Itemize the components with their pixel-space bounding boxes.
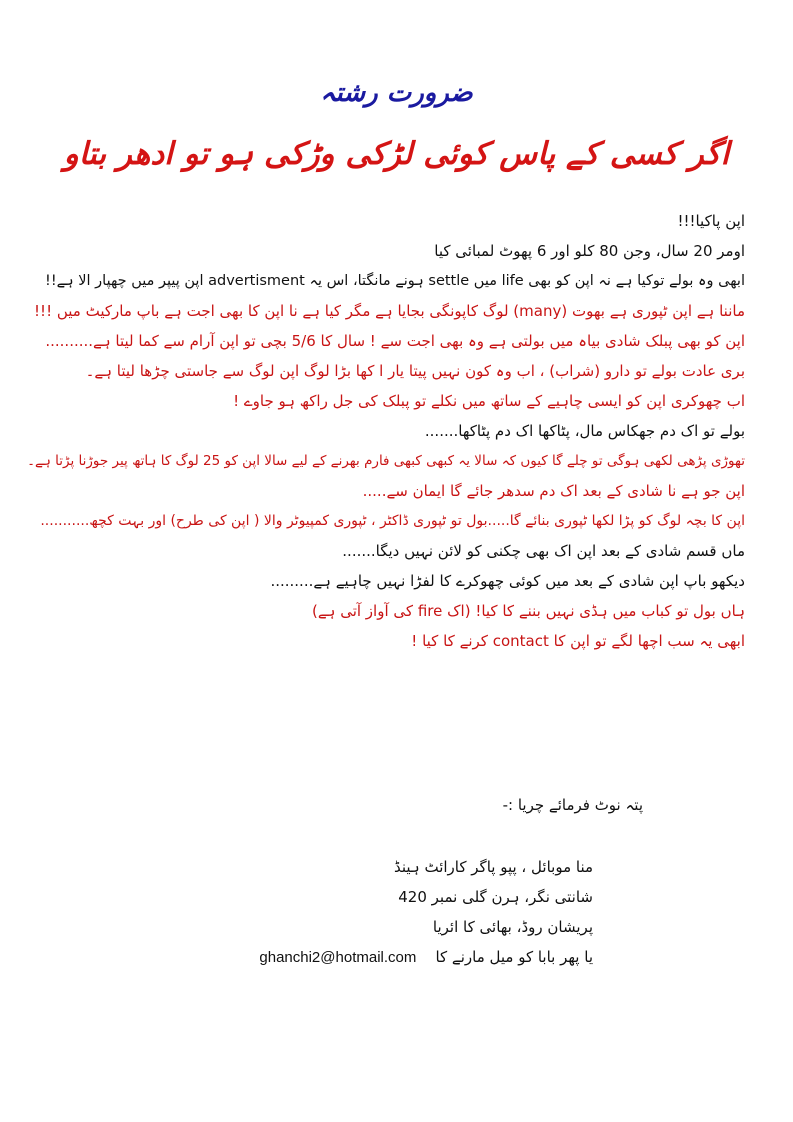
ad-line: بری عادت بولے تو دارو (شراب) ، اب وہ کون نہیں پیتا یار ا کھا بڑا لوگ اپن لوگ سے جاستی چڑھا لیتا ہے۔ [85,362,745,380]
headline: اگر کسی کے پاس کوئی لڑکی وڑکی ہو تو ادھر بتاو [63,136,730,172]
email-prefix: یا پھر بابا کو میل مارنے کا [435,948,593,966]
email-line [43,942,593,972]
ad-line: ابھی یہ سب اچھا لگے تو اپن کا contact کرنے کا کیا ! [411,632,745,650]
ad-line: ماننا ہے اپن ٹپوری ہے بھوت (many) لوگ کاپونگی بجایا ہے مگر کیا ہے نا اپن کا بھی اجت ہے باپ مارکیٹ میں !!! [34,302,745,320]
contact-line: منا موبائل ، پپو پاگر کارائٹ ہینڈ [394,858,593,876]
ad-line: تھوڑی پڑھی لکھی ہوگی تو چلے گا کیوں کہ سالا یہ کبھی کبھی فارم بھرنے کے لیے سالا اپن کو 25 لوگ کا ہاتھ پیر جوڑنا پڑتا ہے۔ [27,453,745,469]
email-address[interactable]: ghanchi2@hotmail.com [259,949,417,966]
contact-footer [43,790,643,972]
ad-line: ابھی وہ بولے توکیا ہے نہ اپن کو بھی life میں settle ہونے مانگتا، اس یہ advertisment اپن پیپر میں چھپار الا ہے!! [45,273,745,289]
ad-line: اپن جو ہے نا شادی کے بعد اک دم سدھر جائے گا ایمان سے..... [362,482,745,500]
ad-line: بولے تو اک دم جھکاس مال، پٹاکھا اک دم پٹاکھا....... [424,422,745,440]
ad-line: اب چھوکری اپن کو ایسی چاہیے کے ساتھ میں نکلے تو پبلک کی جل راکھ ہو جاوے ! [233,392,745,410]
ad-line: دیکھو باپ اپن شادی کے بعد میں کوئی چھوکرے کا لفڑا نہیں چاہیے ہے......... [270,572,745,590]
ad-line: اپن پاکیا!!! [677,212,745,230]
address-line: شانتی نگر، ہرن گلی نمبر 420 [398,888,593,906]
ad-line: ماں قسم شادی کے بعد اپن اک بھی چکنی کو لائن نہیں دیگا....... [342,542,745,560]
area-line: پریشان روڈ، بھائی کا ائریا [432,918,593,936]
ad-line: اومر 20 سال، وجن 80 کلو اور 6 پھوٹ لمبائی کیا [434,242,745,260]
spacer [43,820,643,852]
ad-line: اپن کا بچہ لوگ کو پڑا لکھا ٹپوری بنائے گا.....بول تو ٹپوری ڈاکٹر ، ٹپوری کمپیوٹر والا ( اپن کی طرح) اور بہت کچھ........... [40,513,745,529]
address-heading: پتہ نوٹ فرمائے چریا :- [502,796,643,814]
ad-line: ہاں بول تو کباب میں ہڈی نہیں بننے کا کیا! (اک fire کی آواز آتی ہے) [312,602,745,620]
ad-line: اپن کو بھی پبلک شادی بیاہ میں بولتی ہے وہ بھی اجت سے ! سال کا 5/6 بچی تو اپن آرام سے کما لیتا ہے.......... [45,332,745,350]
ad-body [25,206,745,656]
page-title: ضرورت رشتہ [320,78,473,108]
